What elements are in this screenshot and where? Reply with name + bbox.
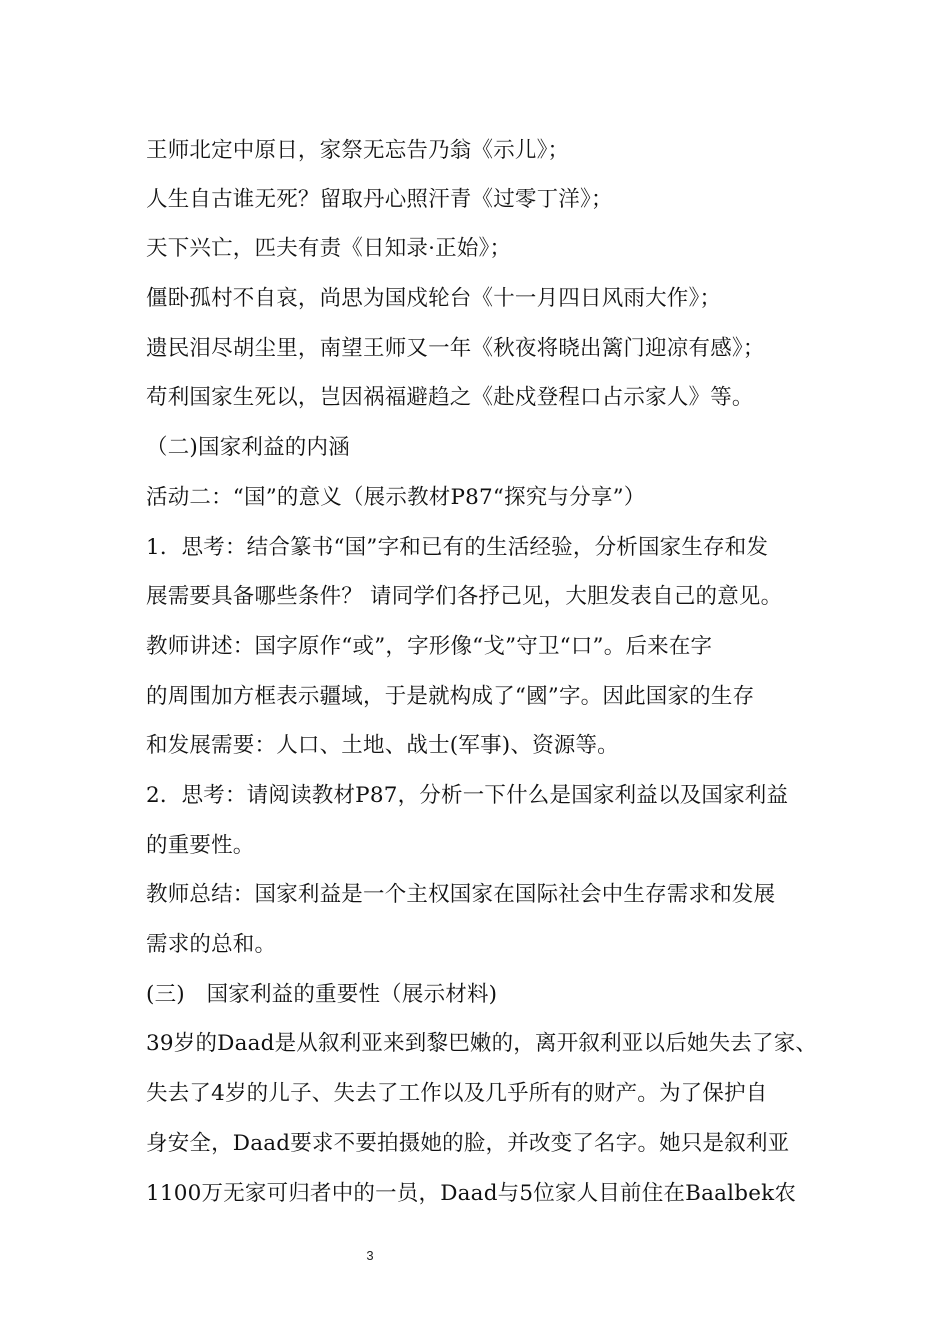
text-line: 遗民泪尽胡尘里，南望王师又一年《秋夜将晓出篱门迎凉有感》； bbox=[146, 336, 765, 361]
text-line: 的重要性。 bbox=[146, 833, 255, 858]
text-line: 身安全，Daad要求不要拍摄她的脸，并改变了名字。她只是叙利亚 bbox=[146, 1131, 790, 1156]
text-line: 和发展需要：人口、土地、战士(军事)、资源等。 bbox=[146, 733, 619, 758]
text-line: 失去了4岁的儿子、失去了工作以及几乎所有的财产。为了保护自 bbox=[146, 1081, 768, 1106]
text-line: 2．思考：请阅读教材P87，分析一下什么是国家利益以及国家利益 bbox=[146, 783, 789, 808]
text-line: 教师讲述：国字原作“或”，字形像“戈”守卫“口”。后来在字 bbox=[146, 634, 713, 659]
text-line: 展需要具备哪些条件？ 请同学们各抒己见，大胆发表自己的意见。 bbox=[146, 584, 783, 609]
text-line: 39岁的Daad是从叙利亚来到黎巴嫩的，离开叙利亚以后她失去了家、 bbox=[146, 1031, 818, 1056]
text-line: 人生自古谁无死？留取丹心照汗青《过零丁洋》； bbox=[146, 187, 613, 212]
text-line: 需求的总和。 bbox=[146, 932, 277, 957]
text-line: 的周围加方框表示疆域，于是就构成了“國”字。因此国家的生存 bbox=[146, 684, 755, 709]
text-line: 天下兴亡，匹夫有责《日知录·正始》； bbox=[146, 236, 512, 261]
text-line: 苟利国家生死以，岂因祸福避趋之《赴戍登程口占示家人》等。 bbox=[146, 385, 754, 410]
text-line: 教师总结：国家利益是一个主权国家在国际社会中生存需求和发展 bbox=[146, 882, 776, 907]
text-line: 1．思考：结合篆书“国”字和已有的生活经验，分析国家生存和发 bbox=[146, 535, 769, 560]
section-heading: （二)国家利益的内涵 bbox=[146, 435, 350, 460]
section-heading: (三) 国家利益的重要性（展示材料) bbox=[146, 982, 498, 1007]
page-number: 3 bbox=[366, 1248, 374, 1263]
activity-heading: 活动二：“国”的意义（展示教材P87“探究与分享”） bbox=[146, 485, 646, 510]
text-line: 王师北定中原日，家祭无忘告乃翁《示儿》； bbox=[146, 138, 570, 163]
text-line: 1100万无家可归者中的一员，Daad与5位家人目前住在Baalbek农 bbox=[146, 1181, 797, 1206]
text-line: 僵卧孤村不自哀，尚思为国戍轮台《十一月四日风雨大作》； bbox=[146, 286, 722, 311]
